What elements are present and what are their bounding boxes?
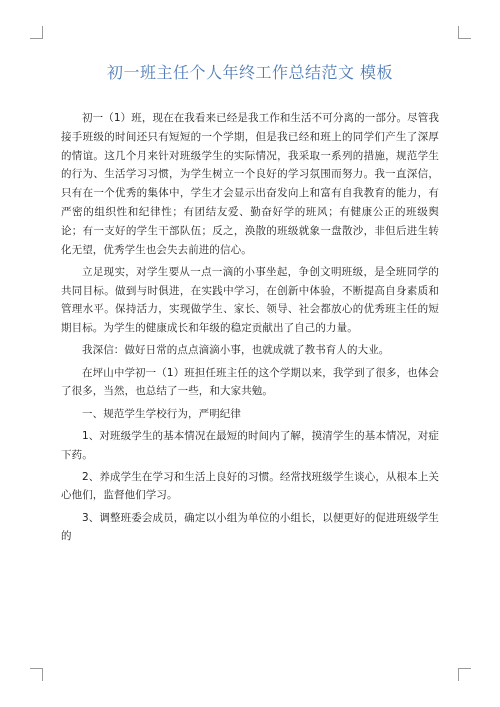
document-title: 初一班主任个人年终工作总结范文 模板 bbox=[106, 63, 394, 82]
paragraph-semester: 在坪山中学初一（1）班担任班主任的这个学期以来，我学到了很多，也体会了很多，当然，也总结了一些，和大家共勉。 bbox=[61, 366, 439, 398]
paragraph-intro: 初一（1）班，现在在我看来已经是我工作和生活不可分离的一部分。尽管我接手班级的时间还只有短短的一个学期，但是我已经和班上的同学们产生了深厚的情谊。这几个月来针对班级学生的实际情况，我采取一系列的措施，规范学生的行为、生活学习习惯，为学生树立一个良好的学习氛围而努力。我一直深信，只有在一个优秀的集体中，学生才会显示出奋发向上和富有自我教育的能力，有严密的组织性和纪律性；有团结友爱、勤奋好学的班风；有健康公正的班级舆论；有一支好的学生干部队伍；反之，涣散的班级就象一盘散沙，非但后进生转化无望，优秀学生也会失去前进的信心。 bbox=[61, 112, 439, 256]
list-item-2: 2、养成学生在学习和生活上良好的习惯。经常找班级学生谈心，从根本上关心他们，监督他们学习。 bbox=[61, 470, 439, 502]
section-heading-1: 一、规范学生学校行为，严明纪律 bbox=[82, 407, 241, 420]
paragraph-belief: 我深信：做好日常的点点滴滴小事，也就成就了教书育人的大业。 bbox=[82, 344, 390, 357]
list-item-1: 1、对班级学生的基本情况在最短的时间内了解，摸清学生的基本情况，对症下药。 bbox=[61, 429, 439, 461]
crop-mark-top-left bbox=[30, 26, 43, 39]
crop-mark-top-right bbox=[458, 26, 471, 39]
crop-mark-bottom-left bbox=[30, 668, 43, 681]
list-item-3: 3、调整班委会成员，确定以小组为单位的小组长，以便更好的促进班级学生的 bbox=[61, 511, 439, 543]
paragraph-goals: 立足现实，对学生要从一点一滴的小事坐起，争创文明班级，是全班同学的共同目标。做到与时俱进，在实践中学习，在创新中体验，不断提高自身素质和管理水平。保持活力，实现做学生、家长、领导、社会都放心的优秀班主任的短期目标。为学生的健康成长和年级的稳定贡献出了自己的力量。 bbox=[61, 265, 439, 335]
crop-mark-bottom-right bbox=[458, 668, 471, 681]
document-body bbox=[61, 109, 439, 550]
